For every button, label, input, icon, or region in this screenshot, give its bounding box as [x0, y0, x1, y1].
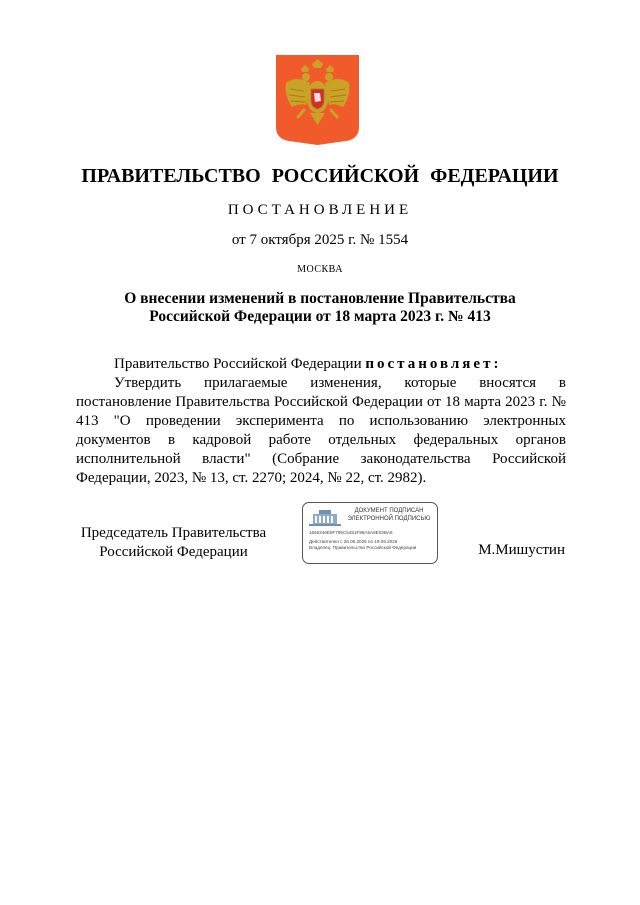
signatory-position: [76, 524, 271, 562]
certificate-validity: Действителен с 26.06.2025 по 19.09.2026: [309, 539, 398, 544]
digital-signature-stamp: [302, 502, 438, 564]
subject-line-1: О внесении изменений в постановление Правительства: [124, 290, 516, 307]
government-building-icon: [309, 509, 341, 526]
intro-prefix: Правительство Российской Федерации: [114, 356, 366, 372]
position-line-1: Председатель Правительства: [80, 525, 267, 541]
certificate-serial: 1666246E8F795C5451F88A5A8E03BA6: [309, 530, 393, 535]
decree-body: [76, 355, 566, 488]
intro-paragraph: [76, 355, 566, 374]
city-label: МОСКВА: [297, 264, 343, 275]
signatory-name: М.Мишустин: [478, 542, 565, 558]
subject-line-2: Российской Федерации от 18 марта 2023 г. № 413: [149, 308, 491, 325]
government-title: ПРАВИТЕЛЬСТВО РОССИЙСКОЙ ФЕДЕРАЦИИ: [81, 165, 559, 187]
certificate-owner: Владелец: Правительство Российской Федерации: [309, 545, 417, 550]
document-type: ПОСТАНОВЛЕНИЕ: [227, 202, 413, 218]
stamp-heading-line-2: ЭЛЕКТРОННОЙ ПОДПИСЬЮ: [347, 515, 431, 522]
stamp-heading-line-1: ДОКУМЕНТ ПОДПИСАН: [354, 508, 424, 514]
decree-verb: постановляет:: [365, 356, 502, 372]
coat-of-arms-emblem: [276, 55, 359, 145]
decree-date-number: от 7 октября 2025 г. № 1554: [231, 232, 409, 248]
position-line-2: Российской Федерации: [99, 544, 248, 560]
decree-subject: [0, 290, 640, 326]
stamp-heading: [343, 508, 435, 523]
main-paragraph: Утвердить прилагаемые изменения, которые вносятся в постановление Правительства Российской Федерации от 18 марта 2023 г. № 413 "О проведении эксперимента по использованию электронных документов в кадровой работе отдельных федеральных органов исполнительной власти" (Собрание законодательства Российской Федерации, 2023, № 13, ст. 2270; 2024, № 22, ст. 2982).: [76, 375, 566, 486]
